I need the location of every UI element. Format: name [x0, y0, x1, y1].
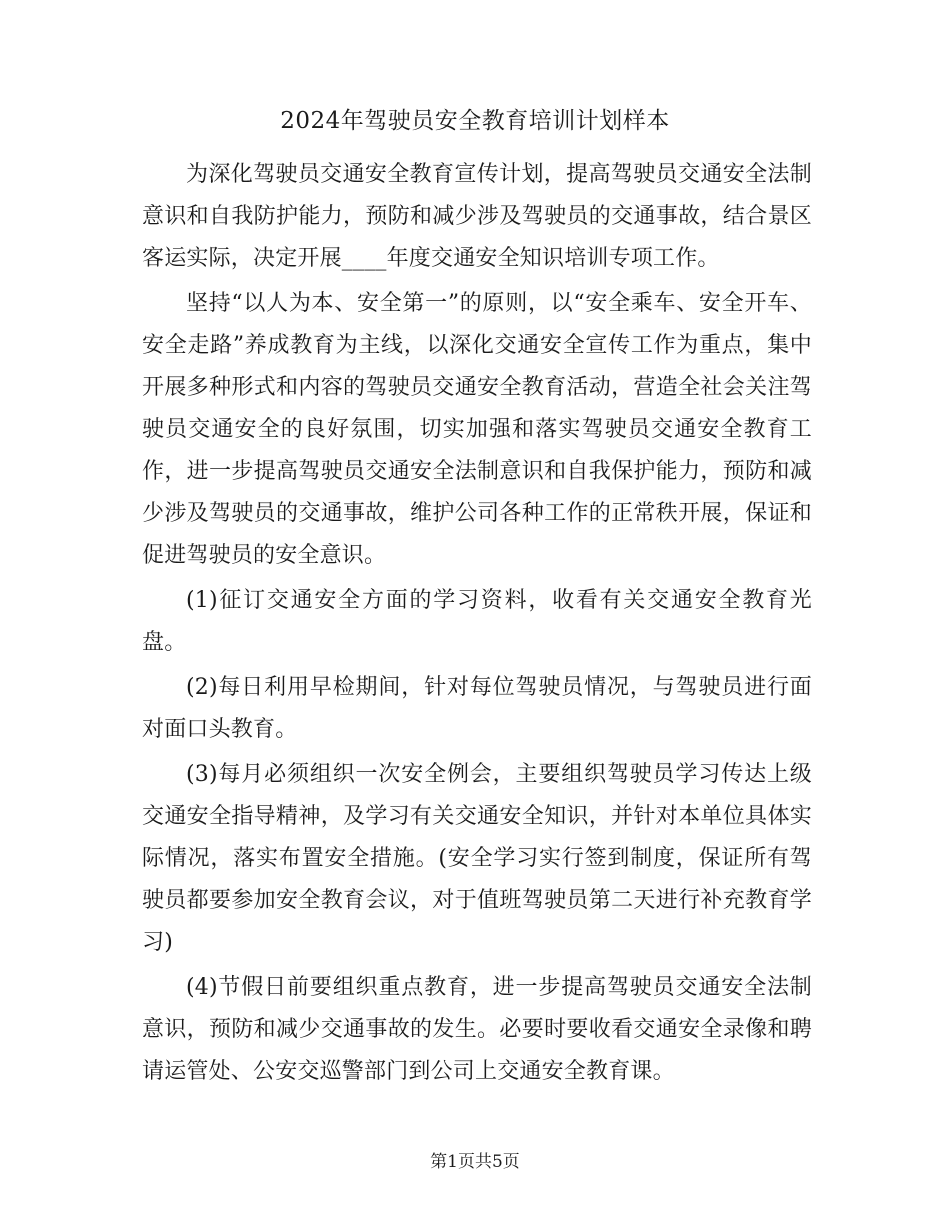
paragraph-item-4: (4)节假日前要组织重点教育，进一步提高驾驶员交通安全法制意识，预防和减少交通事故的发生。必要时要收看交通安全录像和聘请运管处、公安交巡警部门到公司上交通安全教育课。	[142, 975, 812, 1084]
paragraph-item-3: (3)每月必须组织一次安全例会，主要组织驾驶员学习传达上级交通安全指导精神，及学习有关交通安全知识，并针对本单位具体实际情况，落实布置安全措施。(安全学习实行签到制度，保证所有驾驶员都要参加安全教育会议，对于值班驾驶员第二天进行补充教育学习)	[142, 762, 812, 955]
paragraph-item-1: (1)征订交通安全方面的学习资料，收看有关交通安全教育光盘。	[142, 588, 812, 655]
document-title: 2024年驾驶员安全教育培训计划样本	[280, 108, 670, 134]
paragraph-intro: 为深化驾驶员交通安全教育宣传计划，提高驾驶员交通安全法制意识和自我防护能力，预防和减少涉及驾驶员的交通事故，结合景区客运实际，决定开展____年度交通安全知识培训专项工作。	[142, 162, 812, 271]
paragraph-item-2: (2)每日利用早检期间，针对每位驾驶员情况，与驾驶员进行面对面口头教育。	[142, 675, 812, 742]
document-body	[142, 154, 812, 1093]
paragraph-principle: 坚持“以人为本、安全第一”的原则，以“安全乘车、安全开车、安全走路”养成教育为主线，以深化交通安全宣传工作为重点，集中开展多种形式和内容的驾驶员交通安全教育活动，营造全社会关注驾驶员交通安全的良好氛围，切实加强和落实驾驶员交通安全教育工作，进一步提高驾驶员交通安全法制意识和自我保护能力，预防和减少涉及驾驶员的交通事故，维护公司各种工作的正常秩开展，保证和促进驾驶员的安全意识。	[142, 291, 812, 568]
page-number-footer: 第1页共5页	[430, 1152, 520, 1172]
